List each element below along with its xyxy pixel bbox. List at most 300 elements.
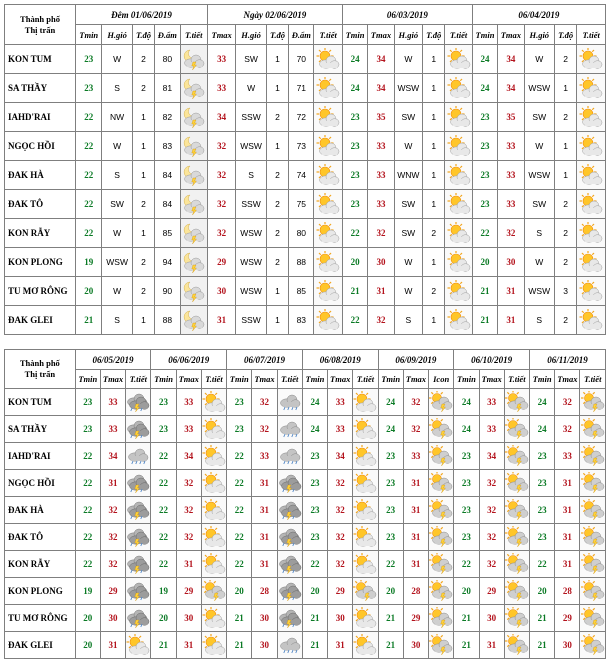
humidity: 71 — [289, 74, 314, 103]
wind-speed: 1 — [132, 132, 154, 161]
tmax-value: 30 — [555, 632, 580, 659]
city-name: ĐAK HÀ — [5, 497, 76, 524]
wind-direction: SSW — [236, 103, 266, 132]
column-header: T.tiết — [314, 25, 342, 45]
tmax-value: 33 — [368, 190, 394, 219]
sun-cloud-icon — [353, 499, 377, 521]
forecast-table-1 — [4, 4, 606, 335]
weather-icon-cell — [580, 524, 606, 551]
tmin-value: 23 — [472, 161, 497, 190]
tmax-value: 34 — [368, 45, 394, 74]
sun-cloud-icon — [316, 222, 340, 244]
wind-direction: SSW — [236, 190, 266, 219]
rain-cloud-icon — [278, 418, 302, 440]
weather-icon-cell — [580, 632, 606, 659]
weather-icon-cell — [445, 45, 472, 74]
tmin-value: 22 — [342, 306, 367, 335]
sun-storm-icon — [581, 580, 605, 602]
weather-icon-cell — [353, 605, 378, 632]
tmin-value: 20 — [76, 277, 102, 306]
column-header: Tmin — [227, 370, 252, 389]
column-header: T.tiết — [504, 370, 529, 389]
tmax-value: 32 — [252, 389, 277, 416]
sun-storm-icon — [581, 634, 605, 656]
moon-cloud-icon — [182, 251, 206, 273]
weather-icon-cell — [445, 132, 472, 161]
tmax-value: 29 — [403, 605, 428, 632]
column-header: T.tiết — [577, 25, 606, 45]
weather-icon-cell — [180, 161, 207, 190]
city-name: ĐAK TÔ — [5, 524, 76, 551]
tmin-value: 24 — [302, 416, 327, 443]
wind-direction: SW — [394, 219, 422, 248]
tmax-value: 33 — [498, 132, 524, 161]
tmax-value: 33 — [207, 74, 235, 103]
tmax-value: 32 — [328, 524, 353, 551]
table-row — [5, 605, 606, 632]
sun-storm-icon — [581, 418, 605, 440]
humidity: 72 — [289, 103, 314, 132]
weather-icon-cell — [201, 470, 226, 497]
column-header: T.độ — [266, 25, 288, 45]
wind-speed: 1 — [132, 103, 154, 132]
sun-cloud-icon — [447, 222, 471, 244]
forecast-table-2 — [4, 349, 606, 659]
rain-cloud-icon — [126, 445, 150, 467]
tmax-value: 32 — [252, 416, 277, 443]
tmin-value: 22 — [75, 497, 100, 524]
table-row — [5, 551, 606, 578]
wind-direction: SW — [394, 103, 422, 132]
column-header: T.độ — [554, 25, 576, 45]
weather-icon-cell — [180, 45, 207, 74]
tmax-value: 32 — [176, 470, 201, 497]
weather-icon-cell — [201, 605, 226, 632]
tmax-value: 31 — [479, 632, 504, 659]
tmax-value: 29 — [100, 578, 125, 605]
column-header: Tmax — [328, 370, 353, 389]
tmax-value: 31 — [252, 497, 277, 524]
sun-storm-icon — [353, 580, 377, 602]
wind-speed: 1 — [132, 306, 154, 335]
weather-icon-cell — [180, 306, 207, 335]
tmax-value: 32 — [479, 524, 504, 551]
date-header: 06/07/2019 — [227, 350, 303, 370]
tmax-value: 30 — [252, 605, 277, 632]
storm-cloud-icon — [126, 607, 150, 629]
wind-direction: W — [102, 45, 132, 74]
weather-icon-cell — [180, 74, 207, 103]
sun-storm-icon — [429, 634, 453, 656]
tmin-value: 23 — [75, 389, 100, 416]
tmax-value: 32 — [555, 416, 580, 443]
tmin-value: 24 — [378, 416, 403, 443]
tmin-value: 23 — [151, 416, 176, 443]
wind-direction: WSW — [236, 132, 266, 161]
tmax-value: 31 — [555, 524, 580, 551]
sun-storm-icon — [429, 580, 453, 602]
column-header: T.độ — [423, 25, 445, 45]
storm-cloud-icon — [126, 499, 150, 521]
tmax-value: 31 — [403, 470, 428, 497]
city-name: ĐAK HÀ — [5, 161, 76, 190]
tmin-value: 22 — [76, 219, 102, 248]
tmin-value: 24 — [342, 45, 367, 74]
weather-icon-cell — [126, 389, 151, 416]
tmin-value: 24 — [454, 416, 479, 443]
wind-direction: WNW — [394, 161, 422, 190]
wind-direction: S — [102, 74, 132, 103]
weather-icon-cell — [504, 470, 529, 497]
weather-icon-cell — [201, 578, 226, 605]
weather-icon-cell — [314, 74, 342, 103]
sun-cloud-icon — [353, 634, 377, 656]
humidity: 84 — [155, 190, 180, 219]
weather-icon-cell — [277, 470, 302, 497]
wind-speed: 1 — [266, 74, 288, 103]
weather-icon-cell — [577, 132, 606, 161]
tmax-value: 30 — [498, 248, 524, 277]
rain-cloud-icon — [278, 445, 302, 467]
weather-icon-cell — [126, 551, 151, 578]
wind-speed: 2 — [554, 190, 576, 219]
weather-icon-cell — [126, 416, 151, 443]
tmin-value: 21 — [302, 605, 327, 632]
sun-cloud-icon — [316, 164, 340, 186]
sun-storm-icon — [581, 553, 605, 575]
tmin-value: 23 — [342, 103, 367, 132]
moon-cloud-icon — [182, 222, 206, 244]
storm-cloud-icon — [278, 472, 302, 494]
tmin-value: 23 — [151, 389, 176, 416]
sun-cloud-icon — [579, 251, 603, 273]
sun-cloud-icon — [447, 135, 471, 157]
weather-icon-cell — [277, 578, 302, 605]
wind-direction: W — [236, 74, 266, 103]
weather-icon-cell — [201, 416, 226, 443]
wind-speed: 1 — [423, 132, 445, 161]
sun-cloud-icon — [316, 193, 340, 215]
tmax-value: 33 — [100, 416, 125, 443]
city-name: ĐAK GLEI — [5, 306, 76, 335]
column-header: Đ.ẩm — [289, 25, 314, 45]
weather-icon-cell — [429, 470, 454, 497]
city-name: KON TUM — [5, 389, 76, 416]
tmax-value: 31 — [252, 524, 277, 551]
weather-icon-cell — [504, 497, 529, 524]
tmax-value: 31 — [555, 497, 580, 524]
wind-speed: 1 — [423, 45, 445, 74]
tmax-value: 29 — [328, 578, 353, 605]
city-name: SA THẦY — [5, 74, 76, 103]
tmax-value: 29 — [479, 578, 504, 605]
wind-direction: WSW — [102, 248, 132, 277]
sun-cloud-icon — [316, 77, 340, 99]
table-row — [5, 219, 606, 248]
tmax-value: 32 — [100, 524, 125, 551]
column-header: H.gió — [102, 25, 132, 45]
weather-icon-cell — [126, 470, 151, 497]
humidity: 94 — [155, 248, 180, 277]
sun-storm-icon — [581, 526, 605, 548]
tmin-value: 22 — [75, 524, 100, 551]
tmax-value: 31 — [403, 524, 428, 551]
sun-cloud-icon — [447, 164, 471, 186]
sun-cloud-icon — [353, 472, 377, 494]
tmin-value: 23 — [302, 524, 327, 551]
tmax-value: 31 — [252, 551, 277, 578]
tmin-value: 23 — [342, 190, 367, 219]
tmax-value: 31 — [252, 470, 277, 497]
sun-storm-icon — [505, 391, 529, 413]
weather-icon-cell — [277, 416, 302, 443]
table-row — [5, 524, 606, 551]
tmin-value: 23 — [227, 389, 252, 416]
tmin-value: 21 — [454, 632, 479, 659]
tmin-value: 22 — [530, 551, 555, 578]
wind-speed: 1 — [554, 74, 576, 103]
weather-icon-cell — [277, 524, 302, 551]
moon-cloud-icon — [182, 135, 206, 157]
column-header: T.độ — [132, 25, 154, 45]
weather-icon-cell — [429, 524, 454, 551]
wind-direction: WSW — [394, 74, 422, 103]
tmin-value: 21 — [454, 605, 479, 632]
tmax-value: 32 — [403, 416, 428, 443]
tmax-value: 32 — [479, 551, 504, 578]
wind-speed: 2 — [266, 248, 288, 277]
wind-direction: SW — [524, 103, 554, 132]
weather-icon-cell — [504, 416, 529, 443]
sun-cloud-icon — [316, 251, 340, 273]
weather-icon-cell — [314, 306, 342, 335]
sun-storm-icon — [505, 526, 529, 548]
tmax-value: 29 — [176, 578, 201, 605]
tmax-value: 34 — [100, 443, 125, 470]
tmax-value: 32 — [368, 306, 394, 335]
tmin-value: 22 — [75, 443, 100, 470]
wind-speed: 1 — [423, 248, 445, 277]
tmin-value: 23 — [454, 524, 479, 551]
sun-storm-icon — [429, 553, 453, 575]
wind-direction: WSW — [236, 277, 266, 306]
sun-storm-icon — [505, 472, 529, 494]
column-header: Tmin — [151, 370, 176, 389]
sun-storm-icon — [505, 580, 529, 602]
sun-cloud-icon — [353, 526, 377, 548]
weather-icon-cell — [201, 389, 226, 416]
tmax-value: 31 — [498, 277, 524, 306]
wind-direction: W — [102, 219, 132, 248]
moon-cloud-icon — [182, 77, 206, 99]
storm-cloud-icon — [278, 526, 302, 548]
tmax-value: 32 — [100, 551, 125, 578]
wind-direction: S — [524, 306, 554, 335]
sun-cloud-icon — [126, 634, 150, 656]
tmin-value: 22 — [75, 470, 100, 497]
tmax-value: 34 — [207, 103, 235, 132]
table-row — [5, 389, 606, 416]
tmax-value: 32 — [328, 497, 353, 524]
sun-cloud-icon — [353, 418, 377, 440]
tmax-value: 30 — [100, 605, 125, 632]
column-header: T.tiết — [277, 370, 302, 389]
tmin-value: 24 — [454, 389, 479, 416]
tmin-value: 21 — [378, 632, 403, 659]
tmin-value: 23 — [302, 497, 327, 524]
weather-icon-cell — [353, 632, 378, 659]
storm-cloud-icon — [278, 607, 302, 629]
sun-storm-icon — [429, 607, 453, 629]
humidity: 82 — [155, 103, 180, 132]
tmin-value: 20 — [302, 578, 327, 605]
column-header: Tmax — [368, 25, 394, 45]
tmin-value: 23 — [454, 470, 479, 497]
tmin-value: 23 — [530, 524, 555, 551]
city-name: IAHD'RAI — [5, 443, 76, 470]
tmin-value: 21 — [530, 605, 555, 632]
moon-cloud-icon — [182, 280, 206, 302]
wind-direction: W — [102, 277, 132, 306]
tmax-value: 31 — [328, 632, 353, 659]
column-header: T.tiết — [353, 370, 378, 389]
weather-icon-cell — [429, 497, 454, 524]
humidity: 81 — [155, 74, 180, 103]
weather-icon-cell — [577, 248, 606, 277]
tmax-value: 30 — [403, 632, 428, 659]
column-header: T.tiết — [580, 370, 606, 389]
sun-cloud-icon — [202, 391, 226, 413]
tmin-value: 23 — [227, 416, 252, 443]
tmax-value: 34 — [498, 45, 524, 74]
tmin-value: 22 — [76, 161, 102, 190]
tmax-value: 32 — [176, 497, 201, 524]
wind-speed: 1 — [266, 132, 288, 161]
sun-storm-icon — [505, 607, 529, 629]
weather-icon-cell — [445, 103, 472, 132]
wind-speed: 2 — [554, 248, 576, 277]
weather-icon-cell — [201, 443, 226, 470]
tmin-value: 23 — [76, 74, 102, 103]
tmax-value: 32 — [403, 389, 428, 416]
tmax-value: 32 — [498, 219, 524, 248]
wind-speed: 2 — [554, 306, 576, 335]
tmax-value: 30 — [479, 605, 504, 632]
tmin-value: 21 — [227, 605, 252, 632]
storm-cloud-icon — [278, 580, 302, 602]
column-header: Đ.ẩm — [155, 25, 180, 45]
wind-direction: W — [394, 132, 422, 161]
weather-icon-cell — [201, 632, 226, 659]
rain-cloud-icon — [278, 391, 302, 413]
sun-cloud-icon — [202, 634, 226, 656]
tmax-value: 32 — [207, 161, 235, 190]
humidity: 80 — [155, 45, 180, 74]
tmax-value: 30 — [368, 248, 394, 277]
wind-speed: 1 — [132, 219, 154, 248]
wind-direction: WSW — [524, 277, 554, 306]
corner-header — [5, 5, 76, 45]
tmax-value: 33 — [479, 389, 504, 416]
corner-label-line2: Thị trấn — [24, 369, 56, 379]
weather-icon-cell — [580, 416, 606, 443]
tmin-value: 20 — [472, 248, 497, 277]
tmax-value: 33 — [328, 416, 353, 443]
tmin-value: 22 — [151, 470, 176, 497]
sun-cloud-icon — [202, 526, 226, 548]
sun-cloud-icon — [579, 309, 603, 331]
wind-direction: WSW — [236, 248, 266, 277]
weather-icon-cell — [126, 524, 151, 551]
tmin-value: 21 — [378, 605, 403, 632]
tmin-value: 22 — [378, 551, 403, 578]
tmax-value: 33 — [328, 389, 353, 416]
weather-icon-cell — [445, 248, 472, 277]
tmin-value: 23 — [342, 132, 367, 161]
humidity: 83 — [289, 306, 314, 335]
weather-icon-cell — [353, 497, 378, 524]
sun-cloud-icon — [202, 418, 226, 440]
sun-cloud-icon — [579, 193, 603, 215]
column-header: Tmax — [403, 370, 428, 389]
table-row — [5, 277, 606, 306]
table-row — [5, 416, 606, 443]
tmax-value: 29 — [207, 248, 235, 277]
table-row — [5, 632, 606, 659]
sun-cloud-icon — [447, 251, 471, 273]
city-name: TU MƠ RÔNG — [5, 605, 76, 632]
tmin-value: 22 — [151, 551, 176, 578]
wind-direction: S — [102, 161, 132, 190]
weather-icon-cell — [504, 389, 529, 416]
weather-icon-cell — [577, 190, 606, 219]
weather-icon-cell — [429, 389, 454, 416]
weather-icon-cell — [201, 551, 226, 578]
column-header: Tmin — [530, 370, 555, 389]
humidity: 73 — [289, 132, 314, 161]
weather-icon-cell — [314, 248, 342, 277]
sun-cloud-icon — [447, 77, 471, 99]
sun-cloud-icon — [579, 106, 603, 128]
weather-icon-cell — [429, 632, 454, 659]
weather-icon-cell — [314, 277, 342, 306]
moon-cloud-icon — [182, 106, 206, 128]
humidity: 88 — [155, 306, 180, 335]
wind-speed: 1 — [266, 277, 288, 306]
weather-icon-cell — [580, 389, 606, 416]
tmin-value: 20 — [75, 632, 100, 659]
wind-speed: 1 — [423, 306, 445, 335]
wind-direction: SW — [102, 190, 132, 219]
tmax-value: 33 — [498, 190, 524, 219]
weather-icon-cell — [429, 578, 454, 605]
tmax-value: 33 — [498, 161, 524, 190]
tmin-value: 20 — [378, 578, 403, 605]
tmin-value: 20 — [530, 578, 555, 605]
tmin-value: 21 — [76, 306, 102, 335]
weather-icon-cell — [126, 578, 151, 605]
city-name: KON PLONG — [5, 248, 76, 277]
weather-icon-cell — [429, 605, 454, 632]
tmin-value: 22 — [227, 524, 252, 551]
tmax-value: 32 — [555, 389, 580, 416]
sun-cloud-icon — [353, 445, 377, 467]
humidity: 75 — [289, 190, 314, 219]
sun-cloud-icon — [202, 445, 226, 467]
city-name: NGỌC HỒI — [5, 470, 76, 497]
wind-direction: W — [524, 45, 554, 74]
tmin-value: 20 — [151, 605, 176, 632]
